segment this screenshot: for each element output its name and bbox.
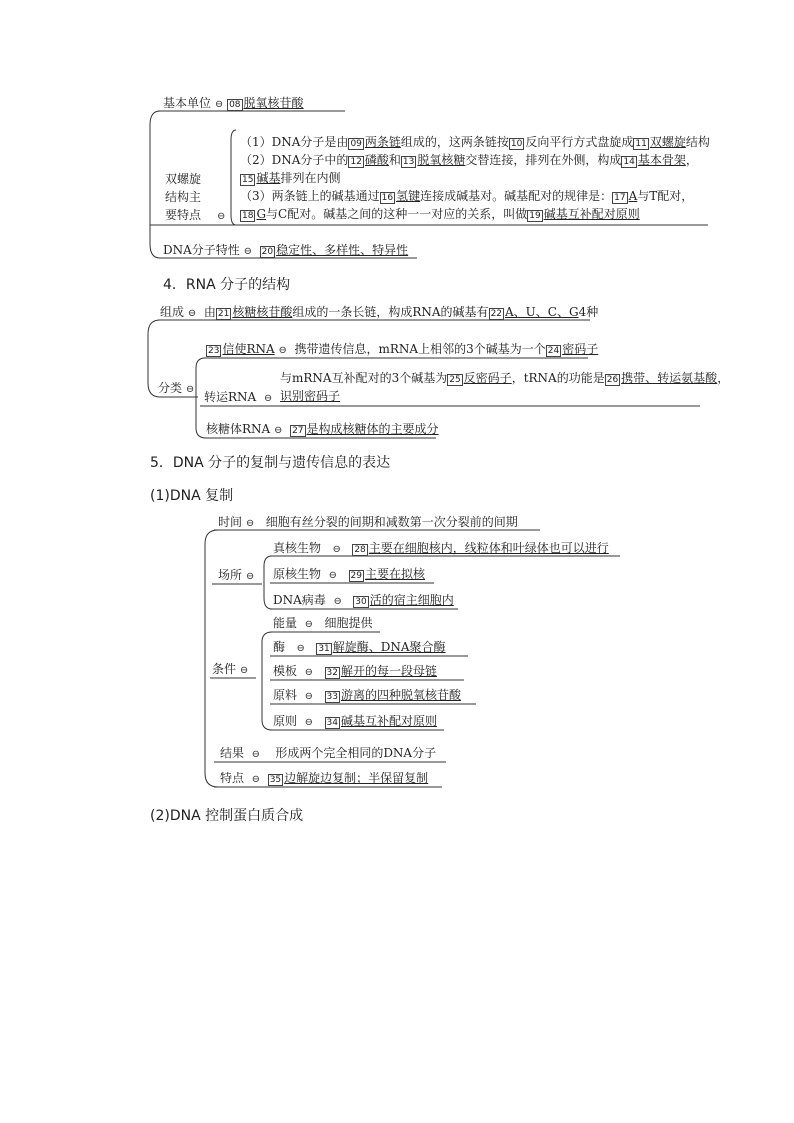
helix-label-2: 结构主	[165, 190, 202, 204]
helix-line-3: 15 碱基排列在内侧	[242, 171, 341, 185]
energy-row: 能量 ⊖ 细胞提供	[273, 616, 373, 630]
helix-line-5: 18 G与C配对。碱基之间的这种一一对应的关系，叫做 19 碱基互补配对原则	[242, 207, 640, 221]
trna-row	[204, 390, 272, 406]
heading-rna: 4．RNA 分子的结构	[163, 277, 291, 293]
collapse-icon[interactable]: ⊖	[251, 774, 261, 785]
place-row: 场所 ⊖	[218, 568, 255, 582]
heading-expression: 5．DNA 分子的复制与遗传信息的表达	[150, 455, 391, 471]
mrna-label: 信使RNA	[222, 342, 275, 356]
collapse-icon[interactable]: ⊖	[328, 570, 338, 581]
collapse-icon[interactable]: ⊖	[333, 596, 342, 607]
collapse-icon[interactable]: ⊖	[304, 667, 314, 678]
unit-value: 脱氧核苷酸	[243, 96, 304, 110]
trna-line-2: 识别密码子	[280, 389, 341, 403]
helix-label-3: 要特点	[165, 208, 202, 222]
collapse-icon[interactable]: ⊖	[296, 643, 305, 654]
collapse-icon[interactable]: ⊖	[278, 345, 287, 356]
collapse-icon[interactable]: ⊖	[304, 717, 314, 728]
collapse-icon[interactable]: ⊖	[187, 308, 197, 319]
unit-number-badge: 08	[229, 100, 241, 110]
feature-value: 稳定性、多样性、特异性	[276, 243, 409, 257]
collapse-icon[interactable]: ⊖	[263, 393, 273, 404]
pro-row: 原核生物 ⊖ 29 主要在拟核	[273, 567, 425, 581]
heading-replication: (1)DNA 复制	[150, 488, 234, 504]
trna-line-1: 与mRNA互补配对的3个碱基为 25 反密码子，tRNA的功能是 26 携带、转运氨基酸，	[280, 371, 730, 385]
material-row: 原料 ⊖ 33 游离的四种脱氧核苷酸	[273, 688, 461, 702]
collapse-icon[interactable]: ⊖	[304, 691, 314, 702]
class-row	[158, 381, 194, 397]
comp-row: 组成 ⊖ 由 21 核糖核苷酸组成的一条长链，构成RNA的碱基有 22 A、U、C、G4种	[160, 305, 599, 319]
virus-row: DNA病毒 ⊖ 30 活的宿主细胞内	[273, 593, 454, 607]
heading-protein: (2)DNA 控制蛋白质合成	[150, 808, 304, 824]
rrna-row: 核糖体RNA ⊖ 27 是构成核糖体的主要成分	[206, 422, 439, 436]
collapse-icon[interactable]: ⊖	[245, 571, 255, 582]
rrna-label: 核糖体RNA	[206, 422, 271, 436]
collapse-icon[interactable]: ⊖	[243, 246, 253, 257]
feature-row: DNA分子特性 ⊖ 20 稳定性、多样性、特异性	[163, 243, 409, 257]
rep-main-bracket	[205, 530, 218, 787]
helix-line-1: （1）DNA分子是由 09 两条链组成的，这两条链按 10 反向平行方式盘旋成 11 双螺旋结构	[240, 135, 710, 149]
collapse-icon[interactable]: ⊖	[304, 619, 314, 630]
feature2-row: 特点 ⊖ 35 边解旋边复制；半保留复制	[220, 771, 429, 785]
helix-line-2: （2）DNA分子中的 12 磷酸和 13 脱氧核糖交替连接，排列在外侧，构成 14 基本骨架，	[240, 153, 698, 167]
collapse-icon[interactable]: ⊖	[274, 425, 283, 436]
collapse-icon[interactable]: ⊖	[251, 749, 261, 760]
unit-row	[163, 96, 304, 112]
helix-line-4: （3）两条链上的碱基通过 16 氢键连接成碱基对。碱基配对的规律是： 17 A与T配对，	[240, 189, 694, 203]
cond-bracket	[262, 632, 272, 730]
collapse-icon[interactable]: ⊖	[245, 518, 255, 529]
result-row: 结果 ⊖ 形成两个完全相同的DNA分子	[220, 746, 437, 760]
euk-row: 真核生物 ⊖ 28 主要在细胞核内，线粒体和叶绿体也可以进行	[273, 541, 609, 555]
collapse-icon[interactable]: ⊖	[185, 384, 195, 395]
helix-sub-bracket	[231, 130, 236, 225]
principle-row: 原则 ⊖ 34 碱基互补配对原则	[273, 714, 437, 728]
collapse-icon[interactable]: ⊖	[332, 544, 341, 555]
enzyme-row: 酶 ⊖ 31 解旋酶、DNA聚合酶	[273, 640, 446, 654]
cond-row: 条件 ⊖	[212, 662, 249, 676]
helix-label-1: 双螺旋	[165, 172, 202, 186]
unit-label: 基本单位	[163, 96, 212, 110]
collapse-icon[interactable]: ⊖	[239, 665, 249, 676]
feature-label: DNA分子特性	[163, 243, 240, 257]
class-label: 分类	[158, 381, 183, 395]
time-row: 时间 ⊖ 细胞有丝分裂的间期和减数第一次分裂前的间期	[218, 515, 518, 529]
mrna-row: 23 信使RNA ⊖ 携带遗传信息，mRNA上相邻的3个碱基为一个 24 密码子	[208, 342, 599, 356]
collapse-icon[interactable]: ⊖	[217, 211, 226, 222]
template-row: 模板 ⊖ 32 解开的每一段母链	[273, 664, 437, 678]
comp-label: 组成	[160, 305, 185, 319]
trna-label: 转运RNA	[204, 390, 257, 404]
collapse-icon[interactable]: ⊖	[214, 99, 224, 110]
